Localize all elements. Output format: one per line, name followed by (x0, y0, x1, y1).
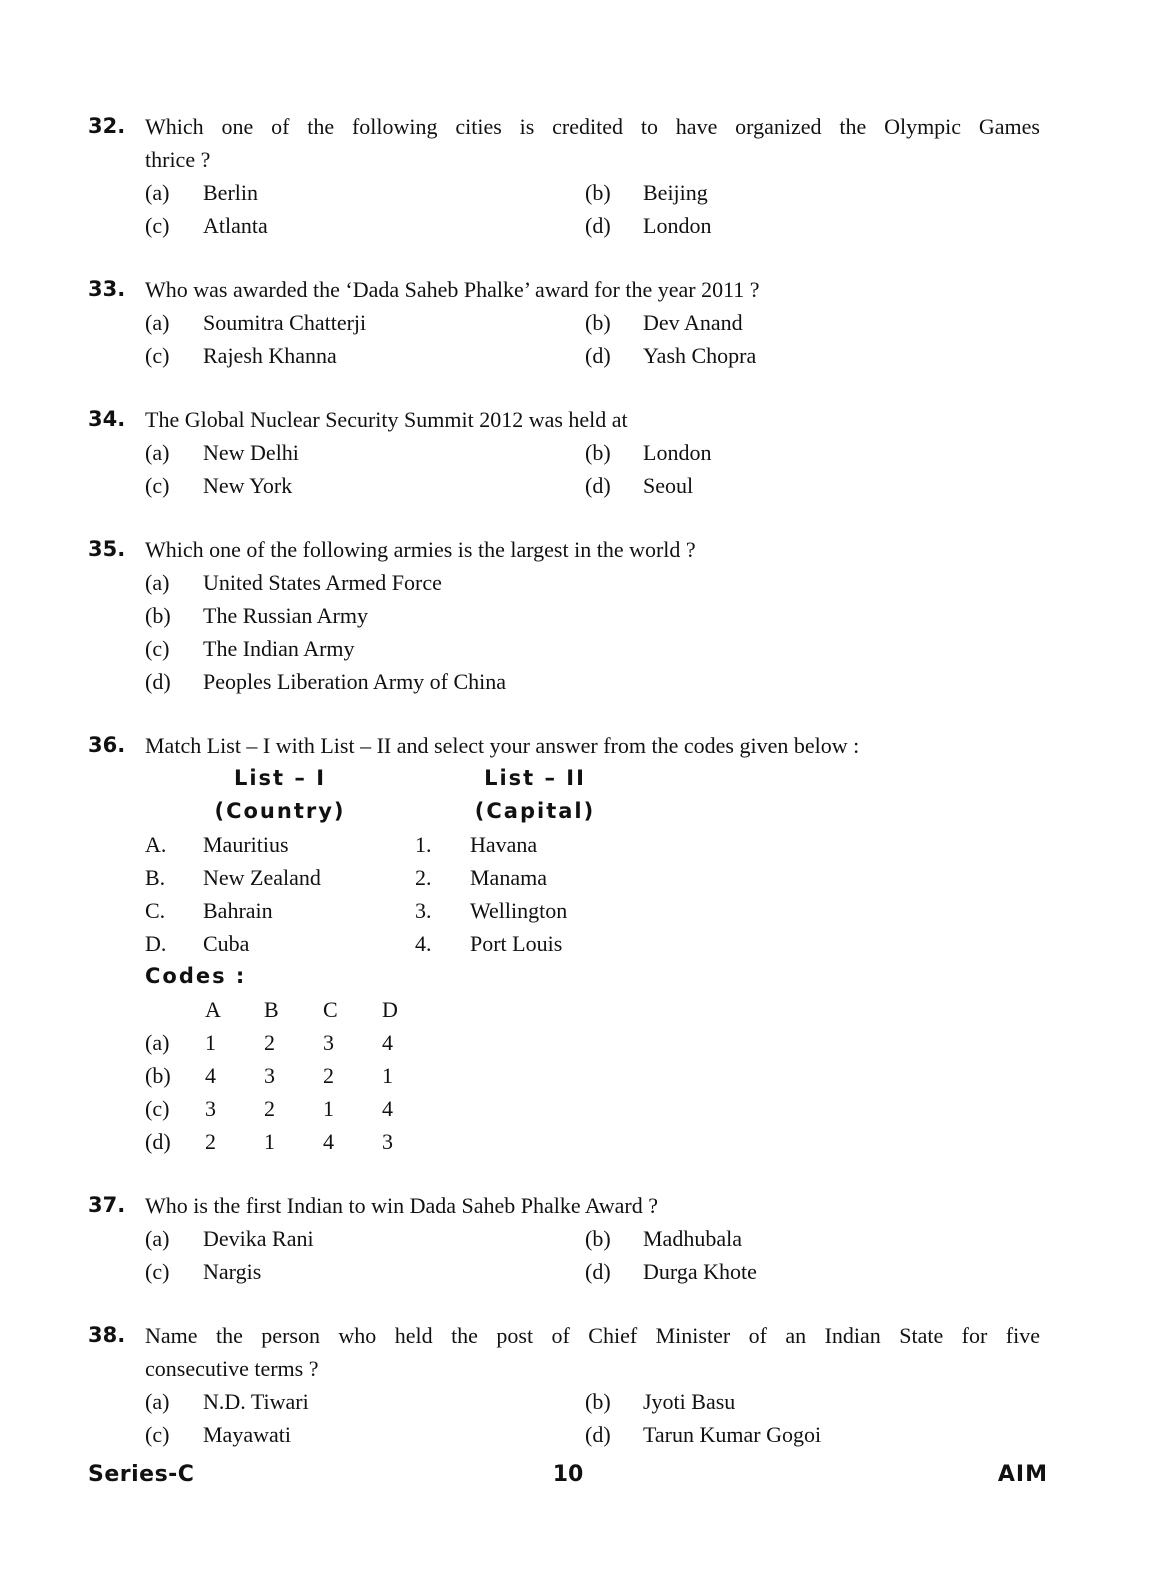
question-number: 32. (88, 114, 126, 138)
option-label: (d) (145, 669, 171, 694)
option-text: Rajesh Khanna (203, 343, 337, 368)
option-label: (d) (585, 1422, 611, 1447)
option-d (585, 1418, 1025, 1451)
option-text: Seoul (643, 473, 694, 498)
question-number: 35. (88, 537, 126, 561)
option-label: (a) (145, 570, 170, 595)
option-text: The Indian Army (203, 636, 355, 661)
option-label: (b) (585, 310, 611, 335)
question-38 (88, 1319, 1040, 1451)
option-a (145, 306, 585, 339)
option-label: (a) (145, 440, 170, 465)
match-row (145, 861, 1040, 894)
list2-title: List – II (484, 766, 586, 790)
match-row (145, 828, 1040, 861)
footer-page-number: 10 (552, 1462, 584, 1487)
option-c (145, 632, 1040, 665)
option-label: (c) (145, 1422, 170, 1447)
codes-value: 2 (264, 1030, 275, 1055)
option-text: N.D. Tiwari (203, 1389, 309, 1414)
question-text: Who is the first Indian to win Dada Saheb Phalke Award ? (145, 1193, 659, 1218)
option-text: Yash Chopra (643, 343, 757, 368)
option-text: Beijing (643, 180, 708, 205)
match-capital: Manama (470, 865, 547, 890)
codes-row (145, 1059, 1040, 1092)
option-b (585, 1222, 1025, 1255)
option-text: Jyoti Basu (643, 1389, 736, 1414)
codes-value: 1 (264, 1129, 275, 1154)
option-label: (d) (585, 1259, 611, 1284)
question-text: Which one of the following armies is the largest in the world ? (145, 537, 696, 562)
option-text: London (643, 213, 712, 238)
match-letter: B. (145, 865, 166, 890)
match-capital: Wellington (470, 898, 568, 923)
codes-column-header: C (323, 997, 338, 1022)
codes-option-label: (c) (145, 1096, 170, 1121)
codes-option-label: (d) (145, 1129, 171, 1154)
option-b (585, 306, 1025, 339)
option-label: (b) (585, 180, 611, 205)
list1-title: List – I (233, 766, 327, 790)
question-32 (88, 110, 1040, 242)
codes-heading: Codes : (145, 964, 247, 988)
question-text: Which one of the following cities is credited to have organized the Olympic Games (145, 114, 1040, 139)
option-d (585, 339, 1025, 372)
match-number: 2. (415, 865, 432, 890)
option-label: (d) (585, 473, 611, 498)
question-number: 38. (88, 1323, 126, 1347)
codes-value: 1 (323, 1096, 334, 1121)
question-number: 36. (88, 733, 126, 757)
option-label: (c) (145, 343, 170, 368)
footer-exam-code: AIM (997, 1462, 1048, 1487)
option-text: Nargis (203, 1259, 262, 1284)
option-a (145, 176, 585, 209)
codes-value: 2 (205, 1129, 216, 1154)
option-text: Tarun Kumar Gogoi (643, 1422, 822, 1447)
codes-option-label: (a) (145, 1030, 170, 1055)
codes-value: 3 (205, 1096, 216, 1121)
codes-value: 1 (205, 1030, 216, 1055)
option-d (145, 665, 1040, 698)
option-a (145, 1385, 585, 1418)
option-label: (b) (585, 440, 611, 465)
question-37 (88, 1189, 1040, 1288)
codes-value: 4 (382, 1030, 393, 1055)
codes-value: 2 (323, 1063, 334, 1088)
option-c (145, 209, 585, 242)
option-d (585, 209, 1025, 242)
match-country: New Zealand (203, 865, 321, 890)
page-footer (88, 1462, 1048, 1487)
codes-value: 1 (382, 1063, 393, 1088)
footer-series-label: Series-C (88, 1462, 195, 1487)
match-number: 4. (415, 931, 432, 956)
option-text: Devika Rani (203, 1226, 314, 1251)
match-letter: D. (145, 931, 167, 956)
option-text: Durga Khote (643, 1259, 757, 1284)
codes-column-header: B (264, 997, 279, 1022)
match-capital: Havana (470, 832, 538, 857)
option-text: Madhubala (643, 1226, 742, 1251)
match-country: Mauritius (203, 832, 289, 857)
option-text: Atlanta (203, 213, 268, 238)
option-c (145, 1255, 585, 1288)
option-d (585, 1255, 1025, 1288)
option-text: New York (203, 473, 293, 498)
option-c (145, 1418, 585, 1451)
match-country: Bahrain (203, 898, 273, 923)
match-number: 3. (415, 898, 432, 923)
codes-column-header: A (205, 997, 221, 1022)
option-label: (c) (145, 213, 170, 238)
codes-row (145, 1026, 1040, 1059)
match-list-headers (145, 762, 1040, 828)
option-label: (d) (585, 213, 611, 238)
match-row (145, 927, 1040, 960)
option-label: (a) (145, 310, 170, 335)
option-text: United States Armed Force (203, 570, 442, 595)
option-c (145, 469, 585, 502)
match-letter: A. (145, 832, 167, 857)
codes-row (145, 1092, 1040, 1125)
codes-value: 4 (323, 1129, 334, 1154)
codes-value: 4 (205, 1063, 216, 1088)
codes-value: 2 (264, 1096, 275, 1121)
option-label: (c) (145, 473, 170, 498)
option-label: (a) (145, 180, 170, 205)
option-text: Soumitra Chatterji (203, 310, 367, 335)
option-label: (a) (145, 1389, 170, 1414)
option-b (585, 176, 1025, 209)
option-b (585, 436, 1025, 469)
question-text: Match List – I with List – II and select your answer from the codes given below : (145, 733, 860, 758)
codes-value: 4 (382, 1096, 393, 1121)
codes-column-header: D (382, 997, 398, 1022)
option-label: (b) (145, 603, 171, 628)
option-text: New Delhi (203, 440, 299, 465)
option-label: (b) (585, 1226, 611, 1251)
list1-subtitle: (Country) (214, 799, 346, 823)
question-text: thrice ? (145, 147, 211, 172)
option-label: (d) (585, 343, 611, 368)
option-b (145, 599, 1040, 632)
option-text: London (643, 440, 712, 465)
option-c (145, 339, 585, 372)
option-label: (b) (585, 1389, 611, 1414)
option-text: Mayawati (203, 1422, 291, 1447)
codes-value: 3 (323, 1030, 334, 1055)
option-a (145, 436, 585, 469)
option-label: (c) (145, 1259, 170, 1284)
question-text: Who was awarded the ‘Dada Saheb Phalke’ award for the year 2011 ? (145, 277, 760, 302)
option-d (585, 469, 1025, 502)
codes-header-spacer (145, 993, 205, 1026)
match-country: Cuba (203, 931, 250, 956)
question-text: consecutive terms ? (145, 1356, 319, 1381)
question-34 (88, 403, 1040, 502)
question-36 (88, 729, 1040, 1158)
codes-header-row (145, 993, 1040, 1026)
codes-value: 3 (382, 1129, 393, 1154)
match-number: 1. (415, 832, 432, 857)
question-33 (88, 273, 1040, 372)
question-35 (88, 533, 1040, 698)
question-number: 34. (88, 407, 126, 431)
question-number: 37. (88, 1193, 126, 1217)
option-b (585, 1385, 1025, 1418)
option-label: (a) (145, 1226, 170, 1251)
match-letter: C. (145, 898, 166, 923)
codes-value: 3 (264, 1063, 275, 1088)
question-number: 33. (88, 277, 126, 301)
question-text: Name the person who held the post of Chief Minister of an Indian State for five (145, 1323, 1040, 1348)
option-text: Berlin (203, 180, 258, 205)
question-text: The Global Nuclear Security Summit 2012 was held at (145, 407, 628, 432)
match-row (145, 894, 1040, 927)
option-text: Peoples Liberation Army of China (203, 669, 507, 694)
match-capital: Port Louis (470, 931, 563, 956)
option-a (145, 1222, 585, 1255)
codes-option-label: (b) (145, 1063, 171, 1088)
option-a (145, 566, 1040, 599)
list2-subtitle: (Capital) (474, 799, 596, 823)
option-label: (c) (145, 636, 170, 661)
option-text: The Russian Army (203, 603, 368, 628)
codes-row (145, 1125, 1040, 1158)
option-text: Dev Anand (643, 310, 743, 335)
